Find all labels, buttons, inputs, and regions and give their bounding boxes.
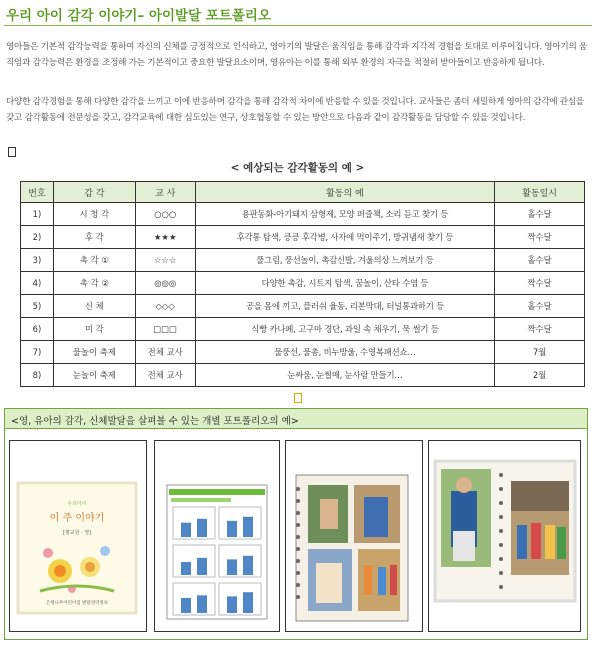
portfolio-cover-image <box>10 441 146 631</box>
missing-glyph-icon <box>8 147 16 157</box>
row-date: 홀수달 <box>495 203 585 226</box>
table-row <box>21 272 585 295</box>
mini-chart-bar <box>227 596 237 613</box>
row-date: 7월 <box>495 341 585 364</box>
mini-chart-bar <box>197 519 207 537</box>
title-divider <box>4 25 592 26</box>
portfolio-photo-cell <box>285 440 423 632</box>
mini-chart-frame <box>173 507 215 539</box>
row-date: 짝수달 <box>495 272 585 295</box>
header-date: 활동일시 <box>495 182 585 203</box>
intro-paragraph-1: 영아들은 기본적 감각능력을 통하여 자신의 신체를 긍정적으로 인식하고, 영아기의 발달은 움직임을 통해 감각과 지각적 경험을 토대로 이루어집니다. 영아기의 움직임과 감각능력은 환경을 조정해 가는 기본적이고 중요한 발달요소이며, 영유아는 이를 통해 외부 환경의 자극을 적절히 받아들이고 반응하게 됩니다. <box>6 42 588 68</box>
row-teacher: ★★★ <box>135 226 195 249</box>
portfolio-chart-image <box>155 441 279 631</box>
row-date: 2월 <box>495 364 585 387</box>
cover-sub-text: [평교원 · 영] <box>63 530 91 536</box>
table-caption: < 예상되는 감각활동의 예 > <box>230 162 365 174</box>
row-sense: 후 각 <box>53 226 135 249</box>
missing-glyph-icon <box>294 393 302 403</box>
row-activity: 물풍선, 물총, 비누방울, 수영복패션쇼… <box>195 341 495 364</box>
row-sense: 촉 각 ① <box>53 249 135 272</box>
portfolio-photo2-cell <box>428 440 581 632</box>
row-sense: 촉 각 ② <box>53 272 135 295</box>
mini-chart-bar <box>227 559 237 575</box>
row-sense: 시 청 각 <box>53 203 135 226</box>
mini-chart-bar <box>243 517 253 537</box>
cover-org-text: 은행나무어린이집 발달영역정보 <box>45 601 109 606</box>
table-row <box>21 364 585 387</box>
mini-chart-bar <box>181 598 191 613</box>
row-teacher: ☆☆☆ <box>135 249 195 272</box>
portfolio-photo2-image <box>429 441 580 631</box>
row-number: 4) <box>21 272 54 295</box>
table-row <box>21 341 585 364</box>
portfolio-cover-cell <box>9 440 147 632</box>
mini-chart-bar <box>243 592 253 613</box>
row-sense: 미 각 <box>53 318 135 341</box>
row-number: 7) <box>21 341 54 364</box>
header-activity: 활동의 예 <box>195 182 495 203</box>
row-teacher: 전체 교사 <box>135 341 195 364</box>
row-activity: 공을 몸에 끼고, 플러쉬 율동, 리본막대, 터널통과하기 등 <box>195 295 495 318</box>
table-row <box>21 203 585 226</box>
row-date: 홀수달 <box>495 249 585 272</box>
row-date: 홀수달 <box>495 295 585 318</box>
mini-chart-bar <box>181 523 191 537</box>
row-sense: 신 체 <box>53 295 135 318</box>
table-row <box>21 295 585 318</box>
table-row <box>21 318 585 341</box>
mini-chart-bar <box>197 595 207 613</box>
cover-small-text: 우리아이 <box>67 501 87 507</box>
mini-chart-bar <box>197 558 207 575</box>
mini-chart-bar <box>181 562 191 575</box>
mini-chart-bar <box>243 556 253 575</box>
row-number: 8) <box>21 364 54 387</box>
row-activity: 용판동화-아기돼지 삼형제, 모양 퍼즐책, 소리 듣고 찾기 등 <box>195 203 495 226</box>
row-activity: 다양한 촉감, 시트지 탐색, 꿈놀이, 산타 수염 등 <box>195 272 495 295</box>
table-row <box>21 249 585 272</box>
row-number: 6) <box>21 318 54 341</box>
row-teacher: □□□ <box>135 318 195 341</box>
portfolio-photo-image <box>286 441 422 631</box>
portfolio-title: <영, 유아의 감각, 신체발달을 살펴볼 수 있는 개별 포트폴리오의 예> <box>11 416 299 427</box>
cover-title-text: 이 주 이야기 <box>49 513 105 524</box>
row-teacher: ◇◇◇ <box>135 295 195 318</box>
header-teacher: 교 사 <box>135 182 195 203</box>
mini-chart-bar <box>227 521 237 537</box>
header-number: 번호 <box>21 182 54 203</box>
portfolio-header <box>4 408 588 429</box>
row-activity: 풀그림, 풍선놀이, 촉감신발, 겨울의상 느껴보기 등 <box>195 249 495 272</box>
header-sense: 감 각 <box>53 182 135 203</box>
row-teacher: 전체 교사 <box>135 364 195 387</box>
activity-table <box>20 181 585 387</box>
page-title: 우리 아이 감각 이야기– 아이발달 포트폴리오 <box>6 8 271 24</box>
table-row <box>21 226 585 249</box>
row-date: 짝수달 <box>495 318 585 341</box>
mini-chart-frame <box>219 583 261 615</box>
row-activity: 후각통 탐색, 킁킁 후각병, 사자에 먹이주기, 방귀냄새 찾기 등 <box>195 226 495 249</box>
binder-rings-icon <box>499 473 503 589</box>
row-number: 3) <box>21 249 54 272</box>
mini-chart-frame <box>219 545 261 577</box>
table-header-row <box>21 182 585 203</box>
row-activity: 눈싸움, 눈썰매, 눈사람 만들기… <box>195 364 495 387</box>
row-sense: 눈놀이 축제 <box>53 364 135 387</box>
intro-paragraph-2: 다양한 감각경험을 통해 다양한 감각을 느끼고 이에 반응하며 감각을 통해 감각적 차이에 반응할 수 있을 것입니다. 교사들은 좀더 세밀하게 영아의 감각에 관심을 갖고 감각활동에 전문성을 갖고, 감각교육에 대한 심도있는 연구, 상호협동할 수 있는 방안으로 다음과 같이 감각활동을 담당할 수 있을 것입니다. <box>6 97 584 123</box>
row-activity: 식빵 카나페, 고구마 경단, 과일 속 채우기, 묵 썰기 등 <box>195 318 495 341</box>
mini-chart-frame <box>173 583 215 615</box>
row-number: 5) <box>21 295 54 318</box>
row-sense: 물놀이 축제 <box>53 341 135 364</box>
row-number: 2) <box>21 226 54 249</box>
row-number: 1) <box>21 203 54 226</box>
portfolio-chart-cell <box>154 440 280 632</box>
row-teacher: ◎◎◎ <box>135 272 195 295</box>
row-date: 짝수달 <box>495 226 585 249</box>
mini-chart-frame <box>173 545 215 577</box>
mini-chart-frame <box>219 507 261 539</box>
row-teacher: ○○○ <box>135 203 195 226</box>
